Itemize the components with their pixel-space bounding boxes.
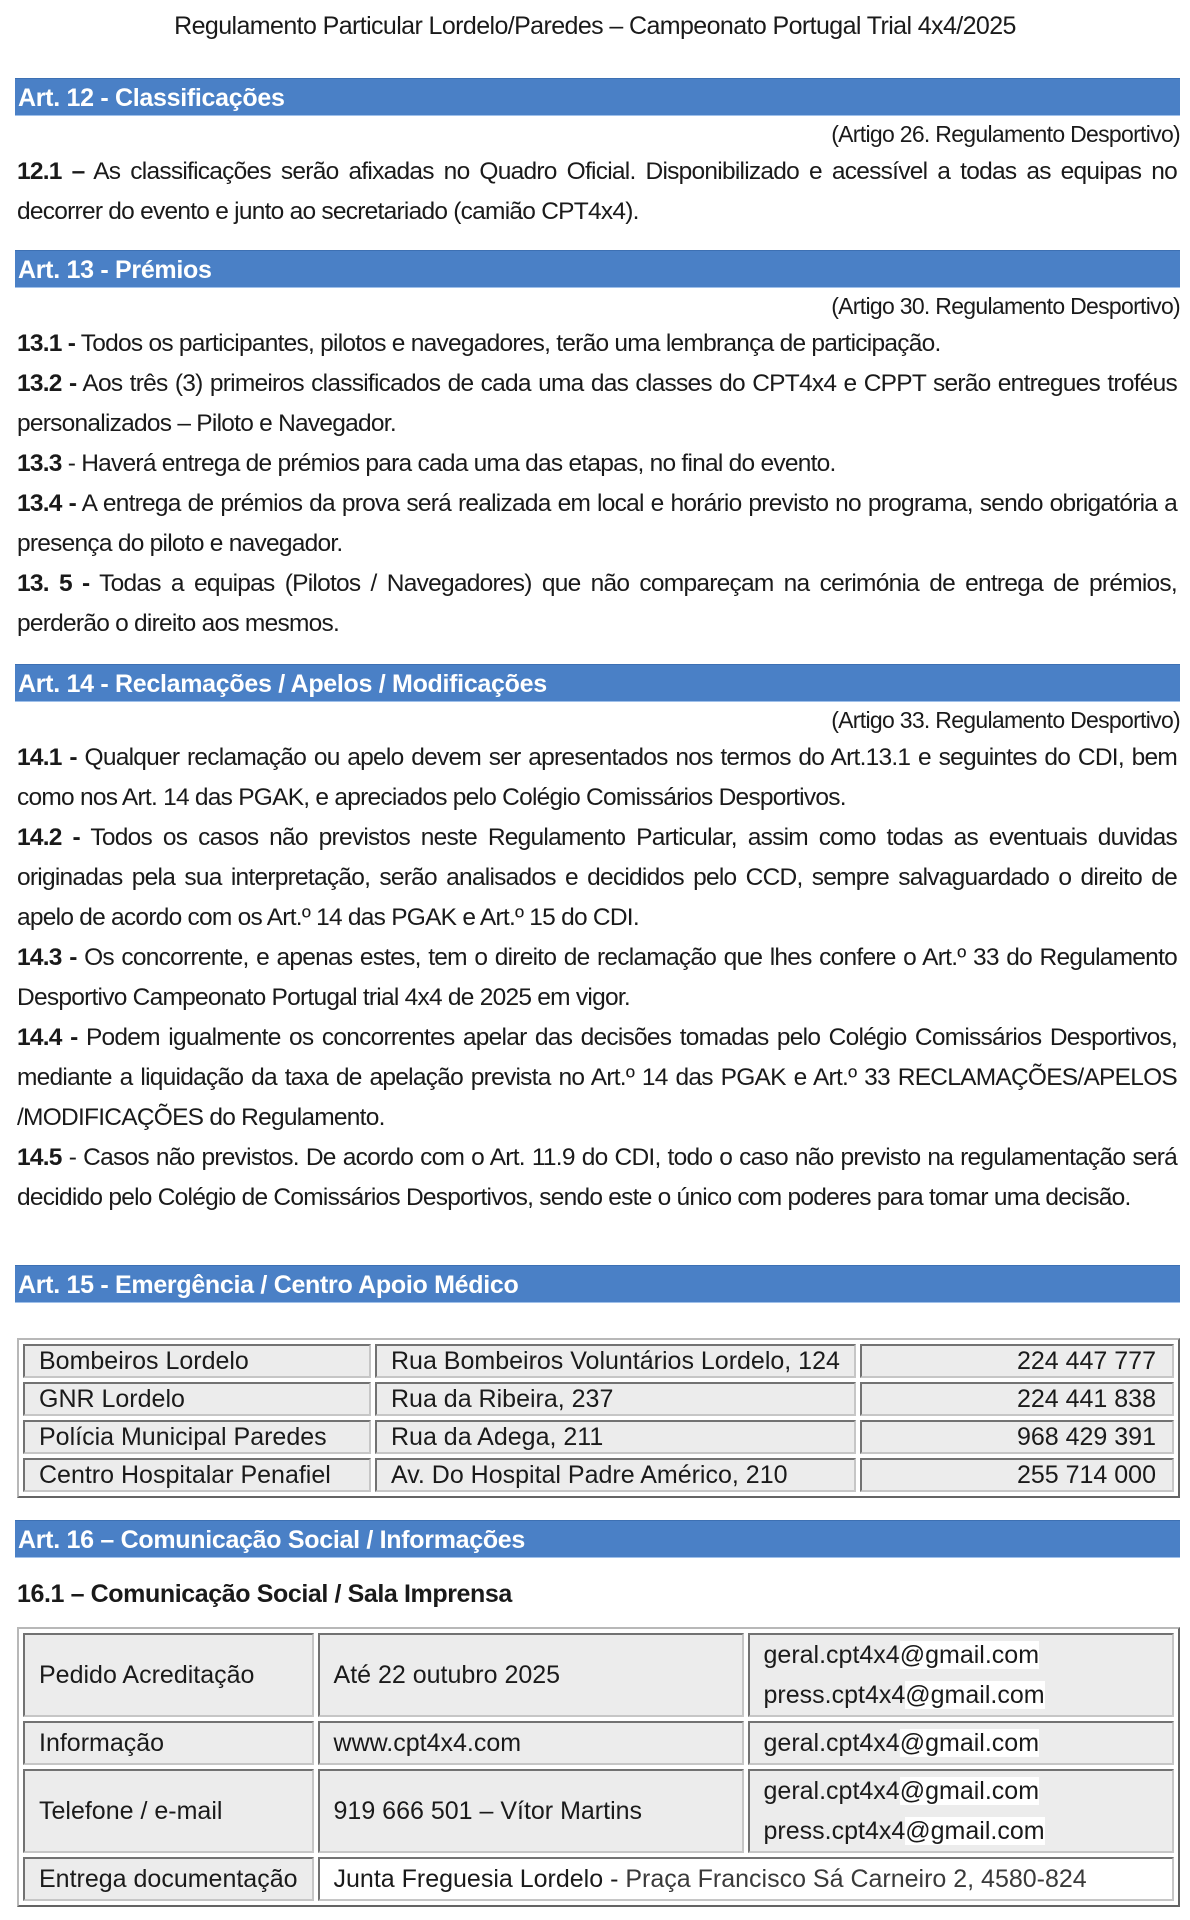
cell-emails xyxy=(748,1769,1174,1853)
emergency-contacts-table xyxy=(17,1338,1180,1498)
table-row xyxy=(23,1344,1174,1378)
clause-number: 14.4 - xyxy=(17,1024,78,1051)
cell-phone: 224 441 838 xyxy=(860,1382,1174,1416)
press-info-table xyxy=(17,1627,1180,1907)
cell-name: GNR Lordelo xyxy=(23,1382,371,1416)
clause-number: 14.5 xyxy=(17,1144,62,1171)
table-row xyxy=(23,1721,1174,1765)
cell-address: Rua da Ribeira, 237 xyxy=(375,1382,856,1416)
clause-text: A entrega de prémios da prova será realizada em local e horário previsto no programa, sendo obrigatória a presença do piloto e navegador. xyxy=(17,490,1177,557)
cell-address: Av. Do Hospital Padre Américo, 210 xyxy=(375,1458,856,1492)
clause-number: 14.3 - xyxy=(17,944,77,971)
clause-number: 14.2 - xyxy=(17,824,80,851)
clause-text: Podem igualmente os concorrentes apelar das decisões tomadas pelo Colégio Comissários Desportivos, mediante a liquidação da taxa de apelação prevista no Art.º 14 das PGAK e Art.º 33 RECLAMAÇÕES/APELOS /MODIFICAÇÕES do Regulamento. xyxy=(17,1024,1178,1131)
clause-number: 13.2 - xyxy=(17,370,77,397)
website-link[interactable]: www.cpt4x4.com xyxy=(333,1729,522,1757)
cell-label: Telefone / e-mail xyxy=(23,1769,314,1853)
cell-address: Rua da Adega, 211 xyxy=(375,1420,856,1454)
paragraph-12-1 xyxy=(17,152,1177,232)
section-heading-art14: Art. 14 - Reclamações / Apelos / Modificações xyxy=(15,664,1180,702)
section-heading-art15: Art. 15 - Emergência / Centro Apoio Médico xyxy=(15,1265,1180,1303)
delivery-place: Junta Freguesia Lordelo - xyxy=(333,1865,626,1893)
cell-emails xyxy=(748,1721,1174,1765)
clause-number: 13.3 xyxy=(17,450,62,477)
cell-delivery-location xyxy=(318,1857,1174,1901)
delivery-address: Praça Francisco Sá Carneiro 2, 4580-824 xyxy=(625,1865,1087,1893)
clause-number: 13.4 - xyxy=(17,490,77,517)
cell-phone: 224 447 777 xyxy=(860,1344,1174,1378)
table-row xyxy=(23,1857,1174,1901)
paragraph-14-2 xyxy=(17,818,1177,938)
cell-value xyxy=(318,1721,744,1765)
table-row xyxy=(23,1458,1174,1492)
clause-text: Qualquer reclamação ou apelo devem ser apresentados nos termos do Art.13.1 e seguintes do CDI, bem como nos Art. 14 das PGAK, e apreciados pelo Colégio Comissários Desportivos. xyxy=(17,744,1177,811)
cell-phone: 255 714 000 xyxy=(860,1458,1174,1492)
section-reference-art12: (Artigo 26. Regulamento Desportivo) xyxy=(831,121,1180,147)
section-reference-art13: (Artigo 30. Regulamento Desportivo) xyxy=(831,293,1180,319)
cell-address: Rua Bombeiros Voluntários Lordelo, 124 xyxy=(375,1344,856,1378)
table-row xyxy=(23,1769,1174,1853)
email-link[interactable]: geral.cpt4x4@gmail.com xyxy=(763,1641,1040,1669)
table-row xyxy=(23,1420,1174,1454)
cell-name: Bombeiros Lordelo xyxy=(23,1344,371,1378)
email-link[interactable]: press.cpt4x4@gmail.com xyxy=(763,1681,1045,1709)
paragraph-14-5 xyxy=(17,1138,1177,1218)
clause-text: Todos os participantes, pilotos e navegadores, terão uma lembrança de participação. xyxy=(75,330,941,357)
cell-label: Informação xyxy=(23,1721,314,1765)
section-heading-art12: Art. 12 - Classificações xyxy=(15,78,1180,116)
email-link[interactable]: geral.cpt4x4@gmail.com xyxy=(763,1729,1040,1757)
clause-text: - Haverá entrega de prémios para cada uma das etapas, no final do evento. xyxy=(61,450,836,477)
cell-emails xyxy=(748,1633,1174,1717)
cell-label: Entrega documentação xyxy=(23,1857,314,1901)
table-row xyxy=(23,1633,1174,1717)
paragraph-13-2 xyxy=(17,364,1177,444)
clause-number: 12.1 – xyxy=(17,158,85,185)
cell-value: 919 666 501 – Vítor Martins xyxy=(318,1769,744,1853)
paragraph-14-3 xyxy=(17,938,1177,1018)
paragraph-14-4 xyxy=(17,1018,1177,1138)
section-reference-art14: (Artigo 33. Regulamento Desportivo) xyxy=(831,707,1180,733)
paragraph-13-5 xyxy=(17,564,1177,644)
clause-text: Aos três (3) primeiros classificados de cada uma das classes do CPT4x4 e CPPT serão entregues troféus personalizados – Piloto e Navegador. xyxy=(17,370,1177,437)
paragraph-13-1 xyxy=(17,324,1177,364)
clause-text: Os concorrente, e apenas estes, tem o direito de reclamação que lhes confere o Art.º 33 do Regulamento Desportivo Campeonato Portugal trial 4x4 de 2025 em vigor. xyxy=(17,944,1177,1011)
section-heading-art13: Art. 13 - Prémios xyxy=(15,250,1180,288)
subsection-heading-16-1: 16.1 – Comunicação Social / Sala Imprensa xyxy=(17,1580,512,1608)
cell-value: Até 22 outubro 2025 xyxy=(318,1633,744,1717)
clause-number: 13.1 - xyxy=(17,330,76,357)
clause-text: Todos os casos não previstos neste Regulamento Particular, assim como todas as eventuais duvidas originadas pela sua interpretação, serão analisados e decididos pelo CCD, sempre salvaguardado o direito de apelo de acordo com os Art.º 14 das PGAK e Art.º 15 do CDI. xyxy=(17,824,1177,931)
paragraph-14-1 xyxy=(17,738,1177,818)
table-row xyxy=(23,1382,1174,1416)
clause-number: 13. 5 - xyxy=(17,570,90,597)
clause-number: 14.1 - xyxy=(17,744,77,771)
clause-text: - Casos não previstos. De acordo com o Art. 11.9 do CDI, todo o caso não previsto na regulamentação será decidido pelo Colégio de Comissários Desportivos, sendo este o único com poderes para tomar uma decisão. xyxy=(17,1144,1177,1211)
email-link[interactable]: press.cpt4x4@gmail.com xyxy=(763,1817,1045,1845)
paragraph-13-4 xyxy=(17,484,1177,564)
email-link[interactable]: geral.cpt4x4@gmail.com xyxy=(763,1777,1040,1805)
cell-phone: 968 429 391 xyxy=(860,1420,1174,1454)
clause-text: As classificações serão afixadas no Quadro Oficial. Disponibilizado e acessível a todas as equipas no decorrer do evento e junto ao secretariado (camião CPT4x4). xyxy=(17,158,1177,225)
cell-name: Polícia Municipal Paredes xyxy=(23,1420,371,1454)
clause-text: Todas a equipas (Pilotos / Navegadores) que não compareçam na cerimónia de entrega de prémios, perderão o direito aos mesmos. xyxy=(17,570,1177,637)
cell-label: Pedido Acreditação xyxy=(23,1633,314,1717)
section-heading-art16: Art. 16 – Comunicação Social / Informações xyxy=(15,1520,1180,1558)
paragraph-13-3 xyxy=(17,444,1177,484)
page-header-title: Regulamento Particular Lordelo/Paredes – Campeonato Portugal Trial 4x4/2025 xyxy=(174,12,1016,40)
cell-name: Centro Hospitalar Penafiel xyxy=(23,1458,371,1492)
